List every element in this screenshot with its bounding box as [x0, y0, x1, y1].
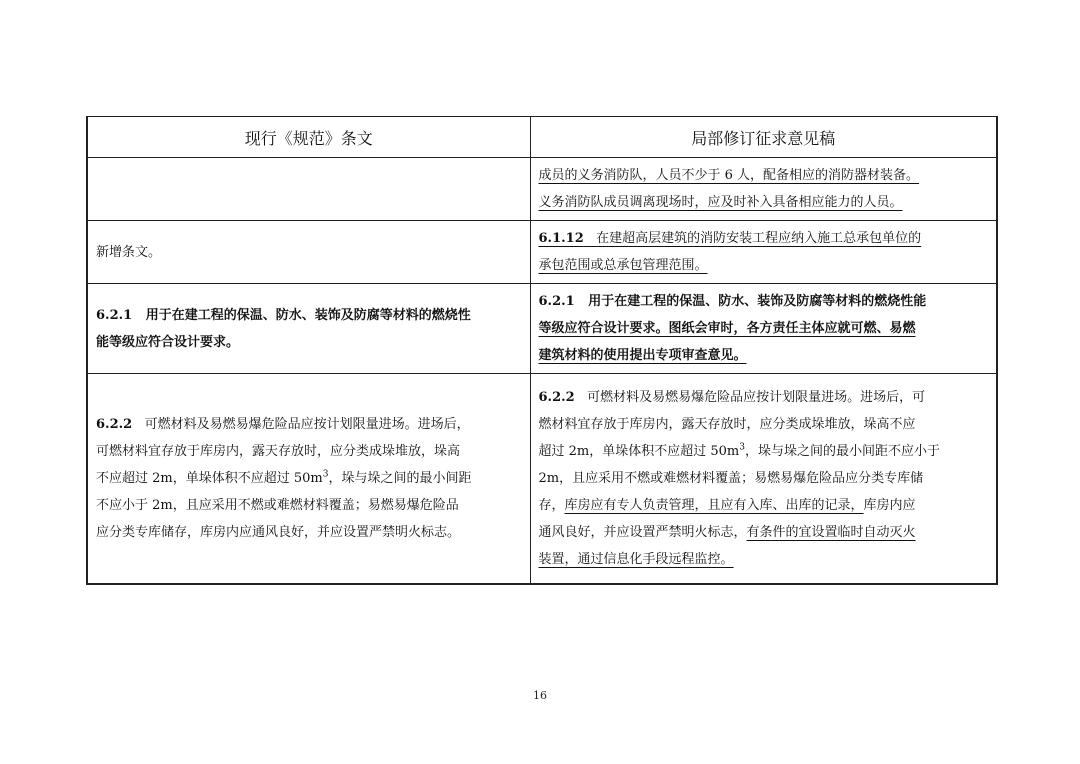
row2-right-line-2: 承包范围或总承包管理范围。 — [538, 258, 708, 273]
header-revision-draft: 局部修订征求意见稿 — [530, 117, 997, 158]
clause-6-1-12-number: 6.1.12 — [538, 231, 584, 246]
clause-6-2-2-number-left: 6.2.2 — [96, 416, 133, 432]
row3-left-cell — [87, 284, 530, 374]
row4-right-line-3b: ，垛与垛之间的最小间距不应小于 — [744, 443, 940, 459]
row3-left-line-1: 用于在建工程的保温、防水、装饰及防腐等材料的燃烧性 — [145, 307, 471, 323]
row3-right-cell — [530, 284, 997, 374]
row3-right-line-3: 建筑材料的使用提出专项审查意见。 — [538, 348, 747, 363]
row4-left-line-3a: 不应超过 2m，单垛体积不应超过 50m — [96, 470, 323, 486]
row3-right-line-1: 用于在建工程的保温、防水、装饰及防腐等材料的燃烧性能 — [588, 294, 927, 309]
row4-right-line-5c: 库房内应 — [863, 497, 916, 513]
row1-left-cell — [87, 158, 530, 221]
row4-left-line-3b: ，垛与垛之间的最小间距 — [328, 470, 472, 486]
row1-right-cell — [530, 158, 997, 221]
table-row — [87, 221, 997, 284]
table-header-row — [87, 117, 997, 158]
row4-right-line-5a: 存， — [538, 497, 565, 513]
row1-right-line-2: 义务消防队成员调离现场时，应及时补入具备相应能力的人员。 — [538, 195, 903, 210]
row2-left-cell — [87, 221, 530, 284]
row4-right-line-6b: 有条件的宜设置临时自动灭火 — [746, 524, 916, 540]
table-row — [87, 158, 997, 221]
row4-left-line-2: 可燃材料宜存放于库房内，露天存放时，应分类成垛堆放，垛高 — [96, 443, 461, 459]
row2-right-cell — [530, 221, 997, 284]
clause-6-2-1-number-right: 6.2.1 — [538, 294, 575, 309]
row3-right-line-2: 等级应符合设计要求。图纸会审时，各方责任主体应就可燃、易燃 — [538, 321, 916, 336]
row4-right-line-3a: 超过 2m，单垛体积不应超过 50m — [538, 443, 740, 459]
row4-left-line-1: 可燃材料及易燃易爆危险品应按计划限量进场。进场后， — [144, 416, 470, 432]
table-row — [87, 284, 997, 374]
row4-right-line-6a: 通风良好，并应设置严禁明火标志， — [538, 524, 747, 540]
row4-left-line-5: 应分类专库储存，库房内应通风良好，并应设置严禁明火标志。 — [96, 524, 461, 540]
row4-right-cell — [530, 374, 997, 584]
clause-6-2-2-number-right: 6.2.2 — [538, 389, 575, 405]
row3-left-line-2: 能等级应符合设计要求。 — [96, 334, 240, 350]
row1-right-line-1: 成员的义务消防队，人员不少于 6 人，配备相应的消防器材装备。 — [538, 168, 920, 183]
clause-6-2-1-number-left: 6.2.1 — [96, 307, 133, 323]
page-number: 16 — [533, 689, 547, 702]
row4-right-line-5b: 库房应有专人负责管理，且应有入库、出库的记录， — [564, 497, 864, 513]
row4-right-line-4: 2m，且应采用不燃或难燃材料覆盖；易燃易爆危险品应分类专库储 — [538, 470, 924, 486]
row2-left-text: 新增条文。 — [96, 244, 162, 260]
row2-right-line-1: 在建超高层建筑的消防安装工程应纳入施工总承包单位的 — [596, 231, 922, 246]
row4-right-line-1: 可燃材料及易燃易爆危险品应按计划限量进场。进场后，可 — [587, 389, 926, 405]
row4-left-cell — [87, 374, 530, 584]
superscript-3-left: 3 — [322, 469, 329, 480]
comparison-table — [86, 116, 998, 585]
superscript-3-right: 3 — [739, 442, 745, 453]
row1-left-text — [88, 185, 530, 193]
row4-right-line-2: 燃材料宜存放于库房内，露天存放时，应分类成垛堆放，垛高不应 — [538, 416, 916, 432]
table-row — [87, 374, 997, 584]
row4-left-line-4: 不应小于 2m，且应采用不燃或难燃材料覆盖；易燃易爆危险品 — [96, 497, 459, 513]
row4-right-line-7: 装置，通过信息化手段远程监控。 — [538, 551, 734, 567]
header-current-clauses: 现行《规范》条文 — [87, 117, 530, 158]
